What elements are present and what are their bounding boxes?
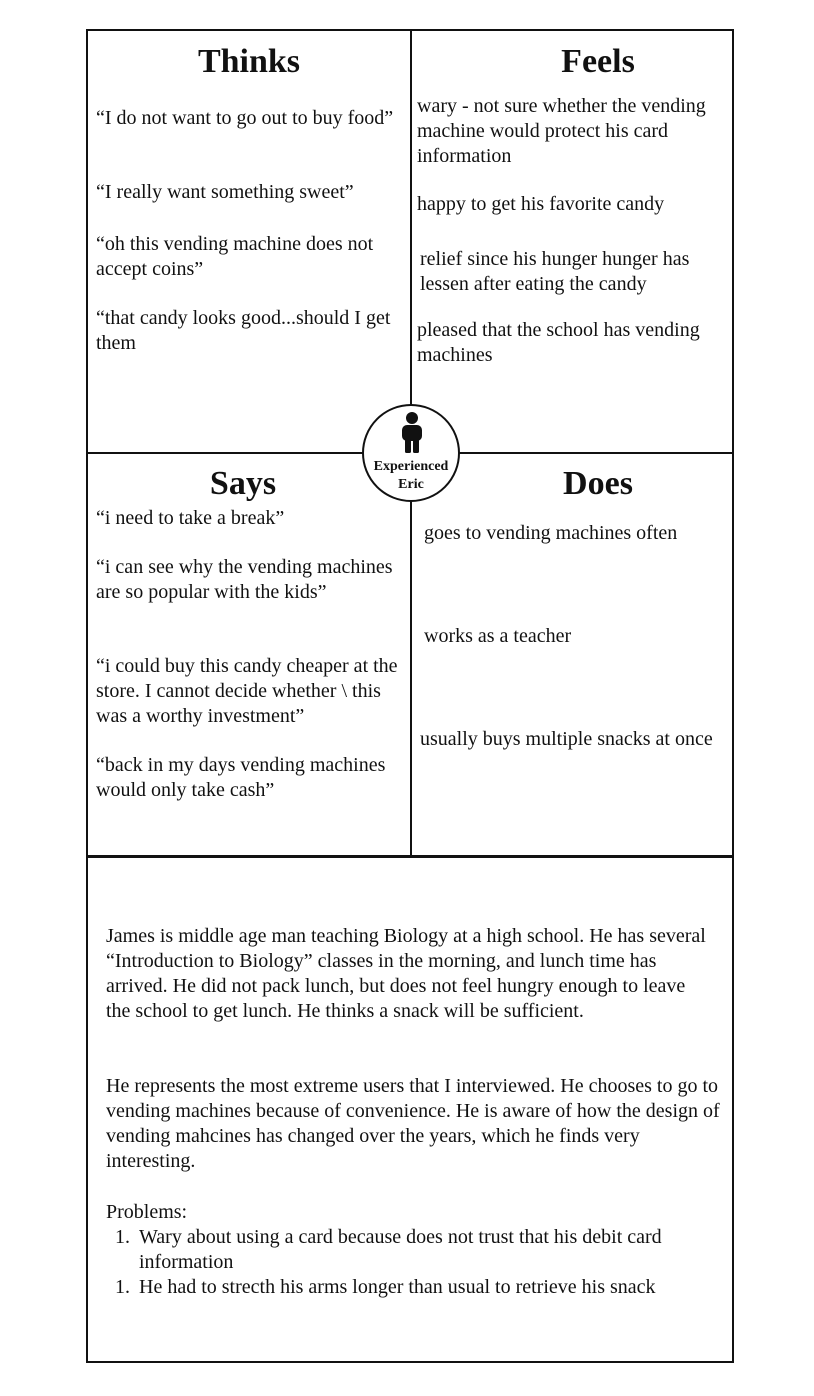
problem-number: 1. [115,1226,130,1248]
feels-heading: Feels [561,43,635,80]
problem-number: 1. [115,1276,130,1298]
description-divider [87,855,733,858]
says-item: “i can see why the vending machines are so popular with the kids” [96,556,393,603]
says-item: “i need to take a break” [96,507,285,529]
problems-list [106,1225,726,1300]
problem-item [106,1225,726,1275]
persona-name-line1: Experienced [373,459,449,474]
feels-item: relief since his hunger hunger has lessen after eating the candy [420,248,690,295]
says-item: “back in my days vending machines would only take cash” [96,754,386,801]
thinks-item: “I really want something sweet” [96,181,354,203]
persona-badge [362,404,460,502]
feels-item: pleased that the school has vending machines [417,319,700,366]
says-item: “i could buy this candy cheaper at the store. I cannot decide whether \ this was a worthy investment” [96,655,398,727]
does-heading: Does [563,465,633,502]
persona-name-line2: Eric [398,477,424,492]
thinks-item: “that candy looks good...should I get them [96,307,391,354]
description-paragraph-2: He represents the most extreme users that I interviewed. He chooses to go to vending machines because of convenience. He is aware of how the design of vending mahcines has changed over the years, which he finds very interesting. [106,1075,720,1172]
does-item: usually buys multiple snacks at once [420,728,713,750]
person-icon [397,410,427,456]
says-heading: Says [209,465,277,502]
thinks-item: “oh this vending machine does not accept coins” [96,233,374,280]
does-item: works as a teacher [424,625,572,647]
description-paragraph-1: James is middle age man teaching Biology at a high school. He has several “Introduction to Biology” classes in the morning, and lunch time has arrived. He did not pack lunch, but does not feel hungry enough to leave the school to get lunch. He thinks a snack will be sufficient. [106,925,706,1022]
problem-text: Wary about using a card because does not trust that his debit card information [139,1226,662,1273]
problems-title: Problems: [106,1201,188,1223]
feels-item: wary - not sure whether the vending machine would protect his card information [417,95,706,167]
does-item: goes to vending machines often [424,522,678,544]
thinks-heading: Thinks [197,43,301,80]
problem-text: He had to strecth his arms longer than usual to retrieve his snack [139,1276,656,1298]
feels-item: happy to get his favorite candy [417,193,665,215]
thinks-item: “I do not want to go out to buy food” [96,107,394,129]
problem-item [106,1275,726,1300]
persona-name [364,458,458,494]
